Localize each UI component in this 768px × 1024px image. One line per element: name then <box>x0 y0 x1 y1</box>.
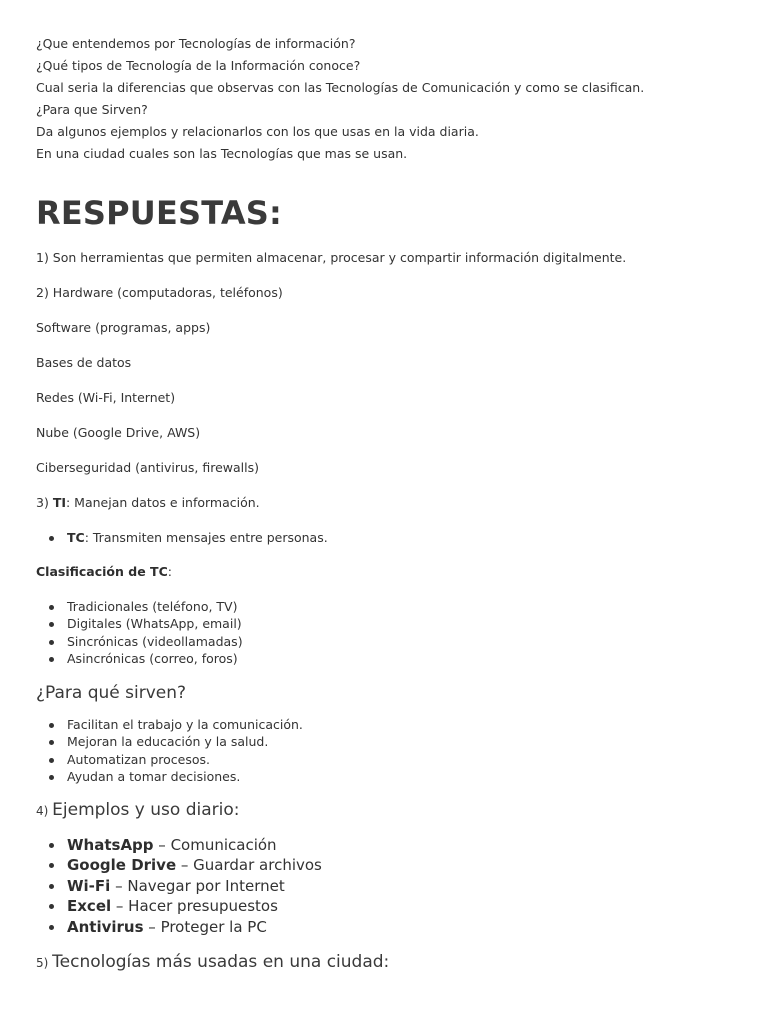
uses-heading: ¿Para qué sirven? <box>36 682 187 703</box>
list-item <box>36 768 736 786</box>
answer-3-ti <box>36 494 736 512</box>
list-item <box>36 855 736 876</box>
bullet-icon <box>49 657 54 662</box>
bullet-icon <box>49 925 54 930</box>
tc-list <box>36 529 736 547</box>
ti-label: TI <box>52 495 66 510</box>
list-item <box>36 633 736 651</box>
question-5: Da algunos ejemplos y relacionarlos con los que usas en la vida diaria. <box>36 124 479 139</box>
list-item <box>36 917 736 938</box>
question-2: ¿Qué tipos de Tecnología de la Información conoce? <box>36 58 361 73</box>
classification-colon: : <box>167 563 172 579</box>
example-name: Google Drive <box>67 856 177 874</box>
list-item-text: Ayudan a tomar decisiones. <box>67 769 241 784</box>
document-page <box>36 0 736 975</box>
list-item-text: Mejoran la educación y la salud. <box>67 734 269 749</box>
question-1: ¿Que entendemos por Tecnologías de información? <box>36 36 356 51</box>
example-name: Excel <box>67 897 112 915</box>
uses-list <box>36 716 736 786</box>
bullet-icon <box>49 775 54 780</box>
answer-3-prefix: 3) <box>36 495 53 510</box>
answers-title: RESPUESTAS: <box>36 194 283 232</box>
example-desc: – Comunicación <box>153 835 277 854</box>
list-item <box>36 650 736 668</box>
answer-2-hardware: 2) Hardware (computadoras, teléfonos) <box>36 285 283 300</box>
classification-heading <box>36 563 736 581</box>
example-name: WhatsApp <box>67 835 154 854</box>
list-item <box>36 733 736 751</box>
bullet-icon <box>49 863 54 868</box>
list-item <box>36 615 736 633</box>
example-name: Wi-Fi <box>67 876 111 895</box>
answer-1: 1) Son herramientas que permiten almacenar, procesar y compartir información digitalmente. <box>36 250 627 265</box>
answer-2-cloud: Nube (Google Drive, AWS) <box>36 425 201 440</box>
bullet-icon <box>49 605 54 610</box>
tc-label: TC <box>67 530 85 545</box>
bullet-icon <box>49 884 54 889</box>
example-desc: – Hacer presupuestos <box>111 897 278 915</box>
examples-heading-text: Ejemplos y uso diario: <box>52 799 240 820</box>
city-heading <box>36 950 736 975</box>
list-item <box>36 598 736 616</box>
bullet-icon <box>49 723 54 728</box>
bullet-icon <box>49 904 54 909</box>
list-item-text: Asincrónicas (correo, foros) <box>67 651 238 666</box>
examples-list <box>36 835 736 938</box>
bullet-icon <box>49 843 54 848</box>
list-item-text: Tradicionales (teléfono, TV) <box>67 598 238 614</box>
bullet-icon <box>49 622 54 627</box>
bullet-icon <box>49 640 54 645</box>
list-item-text: Automatizan procesos. <box>67 751 211 767</box>
bullet-icon <box>49 758 54 763</box>
list-item <box>36 529 736 547</box>
list-item-text: Facilitan el trabajo y la comunicación. <box>67 716 303 732</box>
answer-2-software: Software (programas, apps) <box>36 320 211 335</box>
example-desc: – Navegar por Internet <box>110 876 285 895</box>
list-item-text: Sincrónicas (videollamadas) <box>67 633 243 649</box>
example-name: Antivirus <box>67 917 144 936</box>
tc-text: : Transmiten mensajes entre personas. <box>84 530 328 545</box>
list-item-text: Digitales (WhatsApp, email) <box>67 616 242 631</box>
examples-heading <box>36 798 736 823</box>
list-item <box>36 716 736 734</box>
question-4: ¿Para que Sirven? <box>36 102 148 117</box>
classification-list <box>36 598 736 668</box>
answer-2-databases: Bases de datos <box>36 355 132 370</box>
questions-block <box>36 0 736 165</box>
city-heading-text: Tecnologías más usadas en una ciudad: <box>52 952 390 972</box>
city-number: 5) <box>36 956 53 970</box>
answer-2-networks: Redes (Wi-Fi, Internet) <box>36 390 176 405</box>
question-3: Cual seria la diferencias que observas con las Tecnologías de Comunicación y como se clasifican. <box>36 80 645 95</box>
list-item <box>36 896 736 917</box>
examples-number: 4) <box>36 803 53 818</box>
answer-2-cybersecurity: Ciberseguridad (antivirus, firewalls) <box>36 460 260 475</box>
question-6: En una ciudad cuales son las Tecnologías que mas se usan. <box>36 146 408 161</box>
example-desc: – Proteger la PC <box>143 917 267 936</box>
list-item <box>36 876 736 897</box>
list-item <box>36 835 736 856</box>
classification-label: Clasificación de TC <box>36 563 168 579</box>
bullet-icon <box>49 536 54 541</box>
example-desc: – Guardar archivos <box>176 856 322 874</box>
bullet-icon <box>49 740 54 745</box>
ti-text: : Manejan datos e información. <box>66 495 260 510</box>
list-item <box>36 751 736 769</box>
